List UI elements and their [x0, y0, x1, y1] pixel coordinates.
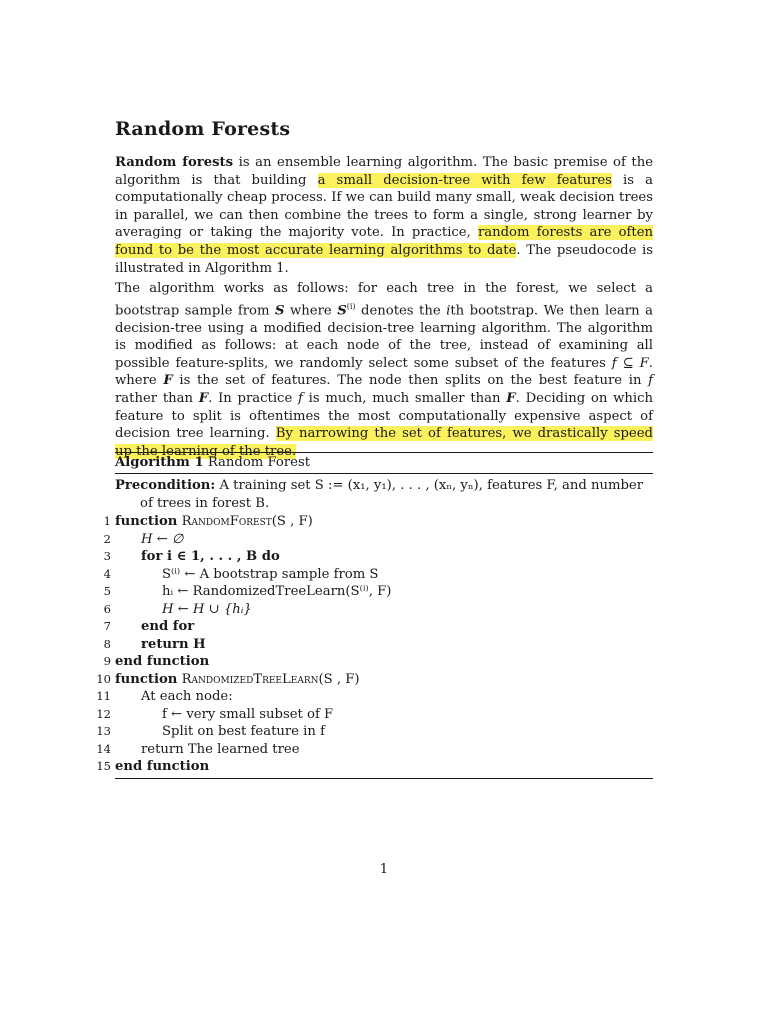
keyword: function: [115, 514, 178, 530]
algo-line: [103, 618, 653, 636]
line-number: 9: [103, 654, 111, 669]
line-number: 1: [103, 514, 111, 529]
line-text: for i ∈ 1, . . . , B do: [141, 549, 280, 565]
algo-line: [96, 741, 653, 759]
text-span: where: [284, 302, 338, 318]
text-span: rather than: [115, 390, 199, 406]
line-number: 4: [103, 566, 111, 581]
line-number: 10: [96, 671, 111, 686]
algo-line: [103, 548, 653, 566]
caption-rule: [115, 473, 653, 474]
text-span: . In practice: [208, 390, 299, 406]
keyword: function: [115, 671, 178, 687]
algo-line: [96, 671, 653, 689]
text-span: is the set of features. The node then splits on the best feature in: [172, 373, 649, 389]
line-number: 5: [103, 584, 111, 599]
line-text: Split on best feature in f: [162, 724, 325, 740]
line-number: 7: [103, 619, 111, 634]
line-text: RandomForest(S , F): [181, 514, 313, 530]
algorithm-lines: [96, 513, 653, 776]
algorithm-caption: [115, 453, 653, 473]
caption-title: Random Forest: [207, 455, 311, 470]
line-number: 2: [103, 531, 111, 546]
math-var: f: [298, 390, 303, 406]
line-text: H ← H ∪ {hᵢ}: [162, 601, 252, 617]
text-span: denotes the: [355, 302, 447, 318]
line-number: 12: [96, 706, 111, 721]
bottom-rule: [115, 778, 653, 779]
precondition-label: Precondition:: [115, 478, 216, 493]
highlight: random forests are often found to be the most accurate learning algorithms to date: [115, 225, 653, 258]
algo-line: [103, 531, 653, 549]
line-text: end function: [115, 654, 210, 670]
line-number: 8: [103, 636, 111, 651]
algo-line: [103, 636, 653, 654]
page-title: Random Forests: [115, 118, 291, 140]
bold-term: Random forests: [115, 155, 234, 170]
math-var: f: [648, 373, 654, 389]
text-span: The algorithm works as follows: for each tree in the forest, we select a bootstrap sample from: [115, 281, 653, 318]
line-text: end for: [141, 619, 195, 635]
algo-line: [96, 706, 653, 724]
algo-line: [96, 688, 653, 706]
text-span: . The pseudocode is illustrated in Algorithm 1.: [115, 242, 653, 276]
text-span: is a computationally cheap process. If we can build many small, weak decision trees in parallel, we can then combine the trees to form a single, strong learner by averaging or taking the majority vote. In practice,: [115, 172, 653, 241]
intro-paragraph: [115, 154, 653, 277]
page-number: 1: [379, 862, 389, 877]
superscript: (i): [346, 301, 356, 311]
math-var: S: [337, 302, 347, 318]
text-span: is an ensemble learning algorithm. The basic premise of the algorithm is that building: [115, 155, 653, 188]
line-text: f ← very small subset of F: [162, 706, 334, 722]
highlight: By narrowing the set of features, we drastically speed up the learning of the tree.: [115, 426, 653, 459]
precondition-text: A training set S := (x₁, y₁), . . . , (xₙ, yₙ), features F, and number: [219, 478, 644, 493]
math-var: F: [198, 390, 209, 406]
math-var: f ⊆ F: [611, 355, 649, 371]
math-var: S: [274, 302, 285, 318]
method-paragraph: [115, 280, 653, 460]
line-text: return H: [141, 636, 206, 652]
line-number: 11: [96, 689, 111, 704]
line-text: hᵢ ← RandomizedTreeLearn(S⁽ⁱ⁾, F): [162, 584, 392, 600]
line-text: return The learned tree: [141, 741, 300, 757]
line-number: 14: [96, 741, 111, 756]
math-var: F: [163, 373, 173, 389]
precondition: [115, 477, 653, 512]
algo-line: [96, 758, 653, 776]
algo-line: [96, 723, 653, 741]
algo-line: [103, 583, 653, 601]
line-number: 6: [103, 601, 111, 616]
line-number: 3: [103, 549, 111, 564]
text-span: . Deciding on which feature to split is oftentimes the most computationally expensive aspect of decision tree learning.: [115, 390, 653, 442]
line-text: RandomizedTreeLearn(S , F): [181, 671, 360, 687]
line-text: At each node:: [141, 689, 233, 705]
precondition-text-cont: of trees in forest B.: [140, 495, 270, 511]
algorithm-box: [96, 452, 653, 779]
algo-line: [103, 513, 653, 531]
algo-line: [103, 566, 653, 584]
caption-label: Algorithm 1: [115, 455, 204, 470]
highlight: a small decision-tree with few features: [317, 172, 612, 188]
algo-line: [103, 653, 653, 671]
line-text: end function: [115, 759, 210, 775]
text-span: is much, much smaller than: [302, 390, 507, 406]
line-number: 13: [96, 724, 111, 739]
line-text: S⁽ⁱ⁾ ← A bootstrap sample from S: [162, 566, 379, 582]
math-var: F: [506, 390, 516, 406]
line-text: H ← ∅: [141, 531, 184, 547]
text-span: th bootstrap. We then learn a decision-tree using a modified decision-tree learning algorithm. The algorithm is modified as follows: at each node of the tree, instead of examining all possible feature-splits, we randomly select some subset of the features: [115, 302, 653, 371]
math-var: i: [446, 302, 451, 318]
line-number: 15: [96, 759, 111, 774]
text-span: . where: [115, 355, 653, 389]
algo-line: [103, 601, 653, 619]
